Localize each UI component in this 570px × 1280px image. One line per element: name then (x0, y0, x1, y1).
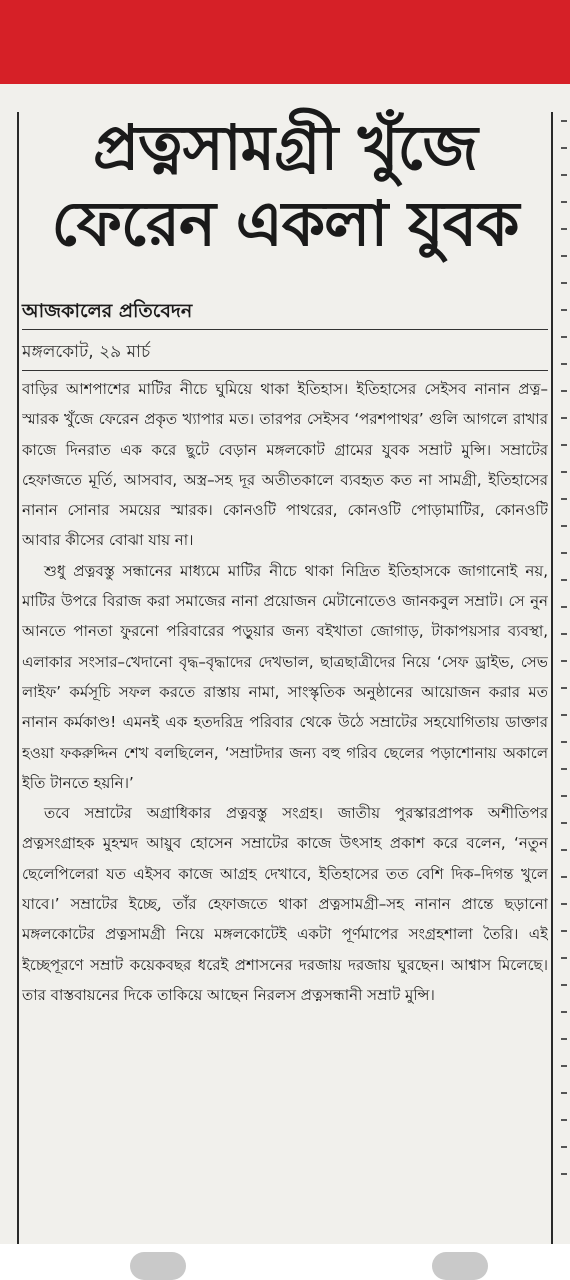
previous-page-button[interactable] (130, 1252, 186, 1280)
article-headline (22, 110, 548, 262)
headline-line-2: ফেরেন একলা যুবক (51, 187, 519, 260)
headline-line-1: প্রত্নসামগ্রী খুঁজে (93, 111, 477, 184)
article-paragraph-1: বাড়ির আশপাশের মাটির নীচে ঘুমিয়ে থাকা ইতিহাস। ইতিহাসের সেইসব নানান প্রত্ন–স্মারক খুঁজে ফেরেন প্রকৃত খ্যাপার মত। তারপর সেইসব ‘পরশপাথর’ গুলি আগলে রাখার কাজে দিনরাত এক করে ছুটে বেড়ান মঙ্গলকোট গ্রামের যুবক সম্রাট মুন্সি। সম্রাটের হেফাজতে মূর্তি, আসবাব, অস্ত্র–সহ দূর অতীতকালে ব্যবহৃত কত না সামগ্রী, ইতিহাসের নানান সোনার সময়ের স্মারক। কোনওটি পাথরের, কোনওটি পোড়ামাটির, কোনওটি আবার কীসের বোঝা যায় না। (22, 380, 548, 550)
right-column-rule (551, 112, 553, 1244)
article-paragraph-3: তবে সম্রাটের অগ্রাধিকার প্রত্নবস্তু সংগ্রহ। জাতীয় পুরস্কারপ্রাপক অশীতিপর প্রত্নসংগ্রাহক মুহম্মদ আয়ুব হোসেন সম্রাটের কাজে উৎসাহ প্রকাশ করে বলেন, ‘নতুন ছেলেপিলেরা যত এইসব কাজে আগ্রহ দেখাবে, ইতিহাসের তত বেশি দিক–দিগন্ত খুলে যাবে।’ সম্রাটের ইচ্ছে, তাঁর হেফাজতে থাকা প্রত্নসামগ্রী–সহ নানান প্রান্তে ছড়ানো মঙ্গলকোটের প্রত্নসামগ্রী নিয়ে মঙ্গলকোটেই একটা পূর্ণমাপের সংগ্রহশালা তৈরি। এই ইচ্ছেপূরণে সম্রাট কয়েকবছর ধরেই প্রশাসনের দরজায় দরজায় ঘুরছেন। আশ্বাস মিলেছে। তার বাস্তবায়নের দিকে তাকিয়ে আছেন নিরলস প্রত্নসন্ধানী সম্রাট মুন্সি। (22, 804, 548, 1004)
article-dateline: মঙ্গলকোট, ২৯ মার্চ (22, 340, 548, 371)
left-column-rule (17, 112, 19, 1244)
article-paragraph-2: শুধু প্রত্নবস্তু সন্ধানের মাধ্যমে মাটির নীচে থাকা নিদ্রিত ইতিহাসকে জাগানোই নয়, মাটির উপরে বিরাজ করা সমাজের নানা প্রয়োজন মেটানোতেও জানকবুল সম্রাট। সে নুন আনতে পানতা ফুরনো পরিবারের পড়ুয়ার জন্য বইখাতা জোগাড়, টাকাপয়সার ব্যবস্থা, এলাকার সংসার–খেদানো বৃদ্ধ–বৃদ্ধাদের দেখভাল, ছাত্রছাত্রীদের নিয়ে ‘সেফ ড্রাইভ, সেভ লাইফ’ কর্মসূচি সফল করতে রাস্তায় নামা, সাংস্কৃতিক অনুষ্ঠানের আয়োজন করার মত নানান কর্মকাণ্ড! এমনই এক হতদরিদ্র পরিবার থেকে উঠে সম্রাটের সহযোগিতায় ডাক্তার হওয়া ফকরুদ্দিন শেখ বলছিলেন, ‘সম্রাটদার জন্য বহু গরিব ছেলের পড়াশোনায় অকালে ইতি টানতে হয়নি।’ (22, 561, 548, 792)
next-page-button[interactable] (432, 1252, 488, 1280)
article-byline: আজকালের প্রতিবেদন (22, 297, 548, 330)
adjacent-column-edge (558, 120, 570, 1230)
article-body (22, 374, 548, 1244)
top-banner (0, 0, 570, 84)
